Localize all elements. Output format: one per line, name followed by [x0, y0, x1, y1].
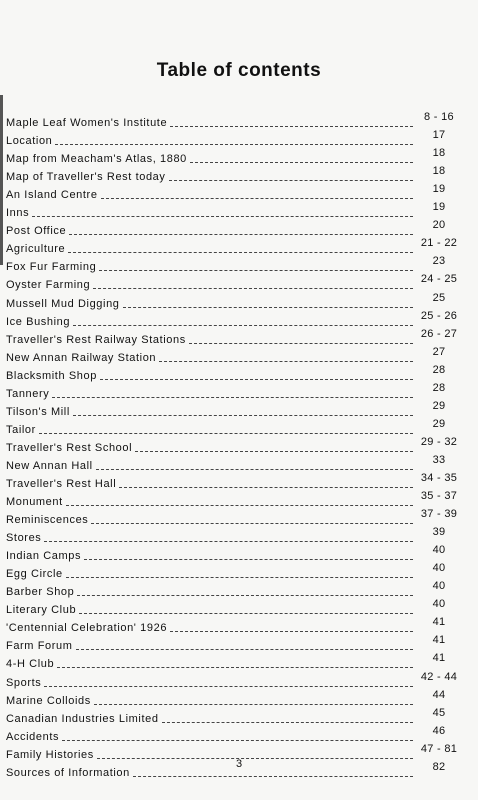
toc-entry: [6, 419, 461, 437]
toc-entry: [6, 726, 461, 744]
toc-entry-page: 35 - 37: [420, 490, 458, 503]
toc-entry-label: Post Office: [6, 225, 67, 238]
toc-entry-page: 46: [432, 724, 446, 737]
dot-leader: [96, 469, 413, 470]
dot-leader: [84, 559, 413, 560]
toc-entry-label: 4-H Club: [6, 658, 55, 671]
dot-leader: [55, 144, 413, 145]
toc-entry-label: Traveller's Rest Hall: [6, 477, 117, 490]
toc-list: [6, 112, 461, 780]
dot-leader: [66, 577, 413, 578]
toc-entry-page: 28: [432, 363, 446, 376]
dot-leader: [189, 343, 413, 344]
dot-leader: [79, 613, 413, 614]
dot-leader: [68, 252, 413, 253]
dot-leader: [162, 722, 413, 723]
toc-entry-label: Tannery: [6, 387, 50, 400]
toc-entry-label: Maple Leaf Women's Institute: [6, 117, 168, 130]
dot-leader: [94, 704, 413, 705]
toc-entry-label: Accidents: [6, 730, 60, 743]
toc-entry-label: Monument: [6, 496, 63, 509]
toc-entry: [6, 112, 461, 130]
toc-entry-label: Sources of Information: [6, 766, 130, 779]
toc-entry: [6, 473, 461, 491]
page-number: 3: [235, 758, 243, 770]
toc-entry-page: 23: [432, 255, 446, 268]
toc-entry-page: 44: [432, 688, 446, 701]
dot-leader: [119, 487, 413, 488]
toc-entry-label: Fox Fur Farming: [6, 261, 97, 274]
toc-entry: [6, 455, 461, 473]
dot-leader: [170, 126, 413, 127]
dot-leader: [44, 686, 413, 687]
toc-entry: [6, 617, 461, 635]
dot-leader: [93, 288, 413, 289]
toc-entry: [6, 401, 461, 419]
toc-entry-page: 42 - 44: [420, 670, 458, 683]
dot-leader: [32, 216, 413, 217]
toc-entry-page: 20: [432, 219, 446, 232]
dot-leader: [159, 361, 413, 362]
toc-entry-label: New Annan Railway Station: [6, 351, 157, 364]
toc-entry: [6, 509, 461, 527]
toc-entry: [6, 545, 461, 563]
toc-entry: [6, 166, 461, 184]
toc-entry-label: Agriculture: [6, 243, 66, 256]
toc-entry: [6, 581, 461, 599]
toc-entry-label: Stores: [6, 532, 42, 545]
toc-entry: [6, 671, 461, 689]
toc-entry-page: 8 - 16: [424, 111, 454, 124]
dot-leader: [69, 234, 413, 235]
toc-entry: [6, 491, 461, 509]
dot-leader: [101, 198, 413, 199]
toc-entry-page: 29 - 32: [420, 435, 458, 448]
toc-entry-label: Family Histories: [6, 748, 94, 761]
toc-entry: [6, 130, 461, 148]
toc-entry: [6, 437, 461, 455]
toc-entry: [6, 599, 461, 617]
toc-entry: [6, 311, 461, 329]
toc-entry-label: Tailor: [6, 423, 36, 436]
toc-entry-label: Tilson's Mill: [6, 405, 70, 418]
dot-leader: [66, 505, 413, 506]
dot-leader: [73, 415, 413, 416]
toc-entry-page: 25 - 26: [420, 309, 458, 322]
toc-entry-label: 'Centennial Celebration' 1926: [6, 622, 168, 635]
toc-entry: [6, 635, 461, 653]
toc-entry: [6, 347, 461, 365]
toc-entry-page: 24 - 25: [420, 273, 458, 286]
toc-entry-page: 19: [432, 201, 446, 214]
dot-leader: [73, 325, 413, 326]
toc-entry-label: Oyster Farming: [6, 279, 91, 292]
toc-entry-label: Farm Forum: [6, 640, 73, 653]
toc-entry-label: Egg Circle: [6, 568, 63, 581]
toc-entry-label: Reminiscences: [6, 514, 89, 527]
dot-leader: [91, 523, 413, 524]
toc-entry-label: Inns: [6, 207, 30, 220]
toc-entry-page: 26 - 27: [420, 327, 458, 340]
dot-leader: [133, 776, 413, 777]
toc-entry-page: 40: [432, 544, 446, 557]
toc-entry-page: 41: [432, 616, 446, 629]
toc-entry-page: 41: [432, 634, 446, 647]
dot-leader: [123, 307, 414, 308]
dot-leader: [100, 379, 413, 380]
toc-entry: [6, 527, 461, 545]
page-title: Table of contents: [156, 60, 322, 81]
toc-entry-page: 41: [432, 652, 446, 665]
toc-entry-page: 39: [432, 526, 446, 539]
toc-entry-page: 29: [432, 417, 446, 430]
toc-entry: [6, 563, 461, 581]
toc-entry-label: Mussell Mud Digging: [6, 297, 120, 310]
dot-leader: [57, 667, 413, 668]
toc-entry-page: 40: [432, 598, 446, 611]
dot-leader: [190, 162, 413, 163]
toc-entry-page: 21 - 22: [420, 237, 458, 250]
dot-leader: [169, 180, 413, 181]
dot-leader: [76, 649, 414, 650]
toc-entry-page: 33: [432, 453, 446, 466]
toc-entry-page: 25: [432, 291, 446, 304]
toc-entry-label: Barber Shop: [6, 586, 75, 599]
binding-edge: [0, 95, 3, 265]
toc-entry: [6, 383, 461, 401]
toc-entry: [6, 653, 461, 671]
toc-entry-label: Canadian Industries Limited: [6, 712, 159, 725]
toc-entry-label: Traveller's Rest Railway Stations: [6, 333, 186, 346]
toc-entry: [6, 256, 461, 274]
dot-leader: [135, 451, 413, 452]
toc-entry-label: Location: [6, 135, 53, 148]
toc-entry-label: An Island Centre: [6, 189, 98, 202]
toc-entry-page: 47 - 81: [420, 742, 458, 755]
dot-leader: [52, 397, 413, 398]
toc-entry: [6, 329, 461, 347]
toc-entry-page: 28: [432, 381, 446, 394]
toc-entry: [6, 690, 461, 708]
toc-entry-page: 37 - 39: [420, 508, 458, 521]
toc-entry-page: 17: [432, 129, 446, 142]
toc-entry-page: 19: [432, 183, 446, 196]
toc-entry-page: 40: [432, 580, 446, 593]
dot-leader: [77, 595, 413, 596]
toc-entry-label: Indian Camps: [6, 550, 82, 563]
toc-entry-page: 40: [432, 562, 446, 575]
toc-entry-label: Literary Club: [6, 604, 77, 617]
toc-entry-page: 29: [432, 399, 446, 412]
toc-entry: [6, 274, 461, 292]
toc-entry-label: New Annan Hall: [6, 459, 93, 472]
toc-entry-label: Map from Meacham's Atlas, 1880: [6, 153, 187, 166]
toc-entry-page: 27: [432, 345, 446, 358]
toc-entry: [6, 238, 461, 256]
toc-entry-label: Blacksmith Shop: [6, 369, 97, 382]
toc-entry-page: 45: [432, 706, 446, 719]
toc-entry: [6, 202, 461, 220]
toc-entry: [6, 184, 461, 202]
toc-entry-label: Map of Traveller's Rest today: [6, 171, 166, 184]
dot-leader: [39, 433, 413, 434]
dot-leader: [62, 740, 413, 741]
dot-leader: [170, 631, 413, 632]
toc-entry-page: 18: [432, 165, 446, 178]
toc-entry: [6, 148, 461, 166]
toc-entry-label: Ice Bushing: [6, 315, 71, 328]
toc-entry-page: 18: [432, 147, 446, 160]
toc-entry: [6, 292, 461, 310]
toc-entry: [6, 365, 461, 383]
toc-entry-page: 34 - 35: [420, 471, 458, 484]
dot-leader: [99, 270, 413, 271]
toc-entry: [6, 708, 461, 726]
dot-leader: [44, 541, 413, 542]
toc-entry-page: 82: [432, 760, 446, 773]
toc-entry-label: Marine Colloids: [6, 694, 91, 707]
toc-entry: [6, 220, 461, 238]
toc-entry-label: Sports: [6, 676, 42, 689]
toc-entry-label: Traveller's Rest School: [6, 441, 133, 454]
